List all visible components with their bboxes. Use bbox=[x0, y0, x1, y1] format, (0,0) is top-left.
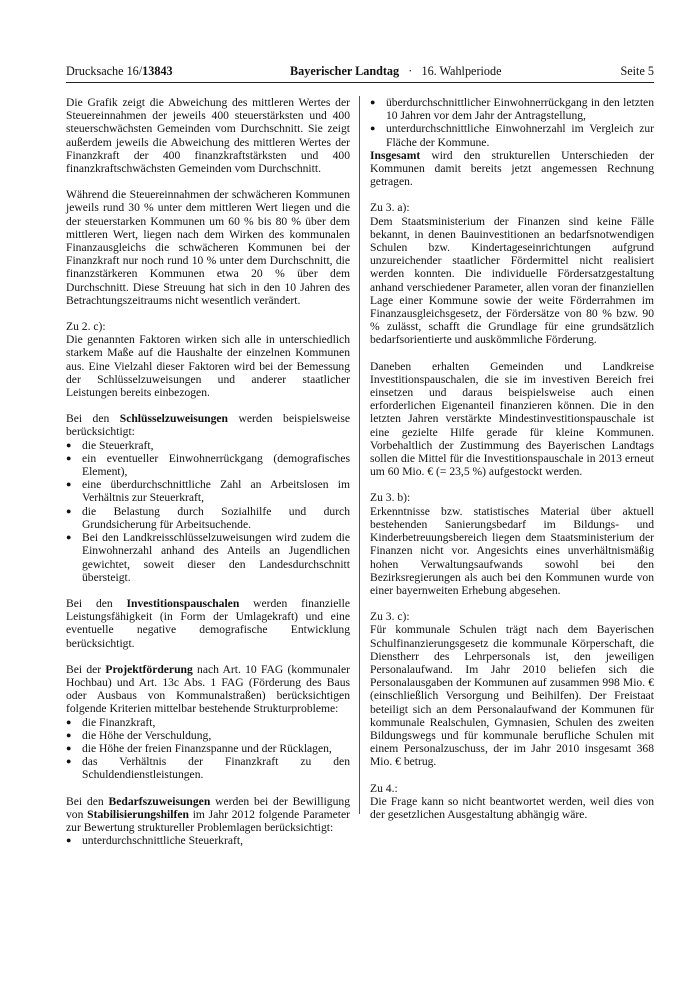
paragraph-zu-3a: Dem Staatsministerium der Finanzen sind keine Fälle bekannt, in denen Bauinvestitionen an bedarfsnotwendigen Schulen bzw. Kindertageseinrichtungen aufgrund unzureichender staatlicher Fördermittel nicht realisiert werden konnten. Die individuelle Fördersatzgestaltung anhand verschiedener Parameter, allen voran der finanziellen Lage einer Kommune sowie der weite Förderrahmen im Finanzausgleichsgesetz, der Fördersätze von 80 % bzw. 90 % zulässt, schafft die Grundlage für eine grundsätzlich bedarfsorientierte und auskömmliche Förderung. bbox=[370, 214, 654, 347]
list-item: ● die Belastung durch Sozialhilfe und durch Grundsicherung für Arbeitsuchende. bbox=[66, 505, 350, 531]
term-schluesselzuweisungen: Schlüsselzuweisungen bbox=[119, 412, 228, 426]
list-item: ● Bei den Landkreisschlüsselzuweisungen wird zudem die Einwohnerzahl anhand des Anteils an Jugendlichen gewichtet, soweit dieser den Landesdurchschnitt übersteigt. bbox=[66, 531, 350, 584]
paragraph-zu-2c: Die genannten Faktoren wirken sich alle in unterschiedlich starkem Maße auf die Haushalte der einzelnen Kommunen aus. Eine Vielzahl dieser Faktoren wird bei der Bemessung der Schlüsselzuweisungen und anderer staatlicher Leistungen bereits einbezogen. bbox=[66, 333, 350, 400]
text-fragment: im Jahr 2012 folgende Parameter zur Bewertung struktureller Problemlagen berücksichtigt: bbox=[66, 807, 350, 834]
paragraph-insgesamt bbox=[370, 149, 654, 189]
document-number-prefix: Drucksache 16/ bbox=[66, 64, 143, 78]
left-column bbox=[66, 96, 350, 847]
paragraph-investitionspauschalen-details: Daneben erhalten Gemeinden und Landkreise Investitionspauschalen, die sie im investiven Bereich frei einsetzen und daraus beispielsweise auch einen erforderlichen Eigenanteil finanzieren können. Die in den letzten Jahren verstärkte Mindestinvestitionspauschale ist eine gezielte Hilfe gerade für kleine Kommunen. Vorbehaltlich der Zustimmung des Bayerischen Landtags sollen die Mittel für die Investitionspauschale in 2013 erneut um 60 Mio. € (= 23,5 %) aufgestockt werden. bbox=[370, 359, 654, 479]
paragraph-schluesselzuweisungen bbox=[66, 412, 350, 438]
legislative-period: 16. Wahlperiode bbox=[421, 64, 502, 78]
document-number-value: 13843 bbox=[142, 64, 173, 78]
list-projektfoerderung bbox=[66, 716, 350, 782]
paragraph-zu-3c: Für kommunale Schulen trägt nach dem Bayerischen Schulfinanzierungsgesetz die kommunale Körperschaft, die Dienstherr des Lehrpersonals ist, den jeweiligen Personalaufwand. Im Jahr 2010 beliefen sich die Personalausgaben der Kommunen auf zusammen 998 Mio. € (einschließlich Versorgung und Beihilfen). Der Freistaat beteiligt sich an dem Personalaufwand der Kommunen für kommunale Realschulen, Gymnasien, Schulen des zweiten Bildungswegs und für kommunale berufliche Schulen mit einem Personalzuschuss, der im Jahr 2010 insgesamt 368 Mio. € betrug. bbox=[370, 623, 654, 769]
text-fragment: werden finanzielle Leistungsfähigkeit (in Form der Umlagekraft) und eine eventuelle negative demografische Entwicklung berücksichtigt. bbox=[66, 596, 351, 650]
list-item: ● die Steuerkraft, bbox=[66, 439, 350, 452]
page-number: Seite 5 bbox=[620, 64, 654, 78]
heading-zu-3b: Zu 3. b): bbox=[370, 491, 411, 505]
text-fragment: nach Art. 10 FAG (kommunaler Hochbau) und Art. 13c Abs. 1 FAG (Förderung des Baus oder Ausbaus von Kommunalstraßen) berücksichtigen folgende Kriterien mittelbar bestehende Strukturprobleme: bbox=[66, 662, 350, 716]
text-fragment: Bei der bbox=[66, 662, 106, 676]
header-rule bbox=[66, 82, 654, 83]
list-bedarfszuweisungen-part1 bbox=[66, 834, 350, 847]
text-fragment: werden bei der Bewilligung von bbox=[66, 794, 350, 821]
paragraph-grafik: Die Grafik zeigt die Abweichung des mittleren Wertes der Steuereinnahmen der jeweils 400 steuerstärksten und 400 steuerschwächsten Gemeinden vom Durchschnitt. Sie zeigt außerdem jeweils die Abweichung des mittleren Wertes der Finanzkraft der 400 finanzkraftstärksten und 400 finanzkraftschwächsten Gemeinden vom Durchschnitt. bbox=[66, 96, 350, 176]
list-item: ● die Höhe der freien Finanzspanne und der Rücklagen, bbox=[66, 742, 350, 755]
term-bedarfszuweisungen: Bedarfszuweisungen bbox=[108, 794, 211, 808]
paragraph-steuereinnahmen: Während die Steuereinnahmen der schwächeren Kommunen jeweils rund 30 % unter dem mittleren Wert liegen und die der steuerstarken Kommunen um 60 % bis 80 % über dem mittleren Wert, liegen nach dem Wirken des kommunalen Finanzausgleichs die schwächeren Kommunen bei der Finanzkraft nur noch rund 10 % unter dem Durchschnitt, die finanzstärkeren Kommunen etwa 20 % über dem Durchschnitt. Diese Streuung hat sich in den 10 Jahren des Betrachtungszeitraums nicht wesentlich verändert. bbox=[66, 188, 350, 307]
list-item: ● eine überdurchschnittliche Zahl an Arbeitslosen im Verhältnis zur Steuerkraft, bbox=[66, 478, 350, 504]
heading-zu-2c: Zu 2. c): bbox=[66, 320, 106, 334]
list-item: ● die Finanzkraft, bbox=[66, 716, 350, 729]
right-column bbox=[370, 96, 654, 834]
term-stabilisierungshilfen: Stabilisierungshilfen bbox=[87, 807, 189, 821]
column-divider bbox=[359, 96, 360, 814]
institution-name: Bayerischer Landtag bbox=[290, 64, 400, 78]
text-fragment: wird den strukturellen Unterschieden der Kommunen damit bereits jetzt angemessen Rechnung getragen. bbox=[370, 148, 654, 189]
page-header bbox=[66, 63, 654, 81]
list-item: ● das Verhältnis der Finanzkraft zu den Schuldendienstleistungen. bbox=[66, 755, 350, 781]
term-projektfoerderung: Projektförderung bbox=[105, 662, 193, 676]
heading-zu-3c: Zu 3. c): bbox=[370, 610, 410, 624]
paragraph-bedarfszuweisungen bbox=[66, 795, 350, 835]
text-fragment: werden beispielsweise berücksichtigt: bbox=[66, 412, 351, 439]
document-number bbox=[66, 63, 173, 79]
list-item: ● überdurchschnittlicher Einwohnerrückgang in den letzten 10 Jahren vor dem Jahr der Antragstellung, bbox=[370, 96, 654, 122]
paragraph-zu-3b: Erkenntnisse bzw. statistisches Material über aktuell bestehenden Sanierungsbedarf im Bildungs- und Kinderbetreuungsbereich liegen dem Staatsministerium der Finanzen nicht vor. Angesichts eines unverhältnismäßig hohen Verwaltungsaufwands sowohl bei den Bezirksregierungen als auch bei den Kommunen wurde von einer bayernweiten Erhebung abgesehen. bbox=[370, 504, 654, 597]
term-investitionspauschalen: Investitionspauschalen bbox=[126, 596, 240, 610]
heading-zu-4: Zu 4.: bbox=[370, 781, 398, 795]
paragraph-investitionspauschalen bbox=[66, 597, 350, 650]
list-schluesselzuweisungen bbox=[66, 439, 350, 584]
list-bedarfszuweisungen-part2 bbox=[370, 96, 654, 149]
paragraph-projektfoerderung bbox=[66, 663, 350, 716]
list-item: ● unterdurchschnittliche Steuerkraft, bbox=[66, 834, 350, 847]
header-separator: · bbox=[408, 64, 413, 78]
term-insgesamt: Insgesamt bbox=[370, 148, 421, 162]
text-fragment: Bei den bbox=[66, 412, 120, 426]
list-item: ● unterdurchschnittliche Einwohnerzahl im Vergleich zur Fläche der Kommune. bbox=[370, 122, 654, 148]
text-fragment: Bei den bbox=[66, 794, 109, 808]
text-fragment: Bei den bbox=[66, 596, 127, 610]
paragraph-zu-4: Die Frage kann so nicht beantwortet werden, weil dies von der gesetzlichen Ausgestaltung abhängig wäre. bbox=[370, 794, 654, 821]
list-item: ● ein eventueller Einwohnerrückgang (demografisches Element), bbox=[66, 452, 350, 478]
header-center bbox=[290, 63, 502, 79]
list-item: ● die Höhe der Verschuldung, bbox=[66, 729, 350, 742]
heading-zu-3a: Zu 3. a): bbox=[370, 201, 410, 215]
